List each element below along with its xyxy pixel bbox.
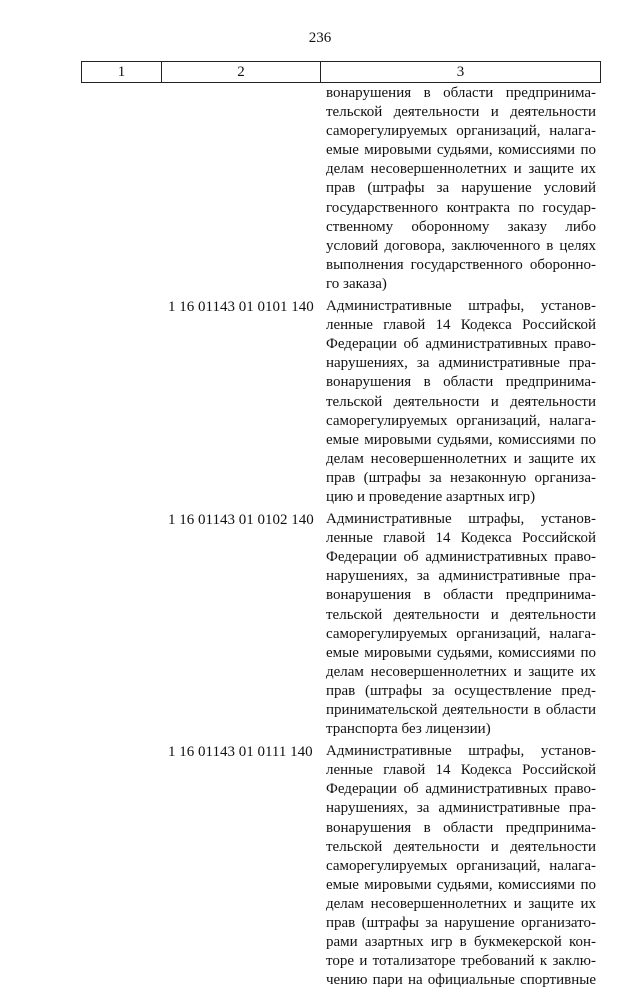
- description-line: нарушениях, за административные пра-: [326, 355, 596, 372]
- description-line: прав (штрафы за нарушение условий: [326, 180, 596, 197]
- description-line: Административные штрафы, установ-: [326, 743, 596, 760]
- row-description: [326, 84, 596, 294]
- description-line: условий договора, заключенного в целях: [326, 237, 596, 254]
- description-line: емые мировыми судьями, комиссиями по: [326, 142, 596, 159]
- description-line: торе и тотализаторе требований к заклю-: [326, 953, 596, 970]
- table-row: [0, 297, 640, 507]
- description-line: тельской деятельности и деятельности: [326, 838, 596, 855]
- description-line: Федерации об административных право-: [326, 336, 596, 353]
- description-line: Административные штрафы, установ-: [326, 511, 596, 528]
- description-line: нарушениях, за административные пра-: [326, 800, 596, 817]
- description-line: Административные штрафы, установ-: [326, 298, 596, 315]
- column-header-2: 2: [162, 62, 321, 82]
- description-line: прав (штрафы за незаконную организа-: [326, 469, 596, 486]
- budget-code: 1 16 01143 01 0102 140: [168, 512, 314, 529]
- description-line: ленные главой 14 Кодекса Российской: [326, 762, 596, 779]
- row-description: [326, 297, 596, 507]
- description-line: тельской деятельности и деятельности: [326, 393, 596, 410]
- description-line: саморегулируемых организаций, налага-: [326, 123, 596, 140]
- description-line: саморегулируемых организаций, налага-: [326, 625, 596, 642]
- column-header-1: 1: [82, 62, 162, 82]
- table-row: [0, 84, 640, 294]
- description-line: го заказа): [326, 275, 387, 292]
- description-line: выполнения государственного оборонно-: [326, 256, 596, 273]
- column-header-3: 3: [456, 64, 465, 80]
- description-line: принимательской деятельности в области: [326, 702, 596, 718]
- description-line: чению пари на официальные спортивные: [326, 972, 596, 989]
- budget-code: 1 16 01143 01 0101 140: [168, 299, 314, 316]
- table-body: [0, 84, 640, 990]
- table-header: [81, 61, 601, 83]
- description-line: емые мировыми судьями, комиссиями по: [326, 431, 596, 448]
- description-line: саморегулируемых организаций, налага-: [326, 857, 596, 874]
- description-line: емые мировыми судьями, комиссиями по: [326, 876, 596, 893]
- description-line: вонарушения в области предпринима-: [326, 85, 596, 101]
- description-line: нарушениях, за административные пра-: [326, 568, 596, 585]
- table-row: [0, 742, 640, 990]
- page-number: 236: [308, 30, 332, 46]
- description-line: прав (штрафы за осуществление пред-: [326, 682, 596, 699]
- description-line: Федерации об административных право-: [326, 549, 596, 566]
- description-line: делам несовершеннолетних и защите их: [326, 663, 596, 680]
- row-description: [326, 510, 596, 739]
- row-description: [326, 742, 596, 990]
- description-line: прав (штрафы за нарушение организато-: [326, 915, 596, 932]
- description-line: ленные главой 14 Кодекса Российской: [326, 530, 596, 547]
- description-line: тельской деятельности и деятельности: [326, 606, 596, 623]
- description-line: делам несовершеннолетних и защите их: [326, 450, 596, 467]
- description-line: вонарушения в области предпринима-: [326, 587, 596, 604]
- description-line: ленные главой 14 Кодекса Российской: [326, 317, 596, 334]
- description-line: вонарушения в области предпринима-: [326, 374, 596, 391]
- description-line: саморегулируемых организаций, налага-: [326, 412, 596, 429]
- table-row: [0, 510, 640, 739]
- description-line: ственному оборонному заказу либо: [326, 218, 596, 235]
- description-line: транспорта без лицензии): [326, 721, 491, 738]
- description-line: вонарушения в области предпринима-: [326, 819, 596, 836]
- description-line: государственного контракта по государ-: [326, 199, 596, 216]
- description-line: Федерации об административных право-: [326, 781, 596, 798]
- description-line: рами азартных игр в букмекерской кон-: [326, 934, 596, 951]
- description-line: емые мировыми судьями, комиссиями по: [326, 644, 596, 661]
- description-line: делам несовершеннолетних и защите их: [326, 895, 596, 912]
- budget-code: 1 16 01143 01 0111 140: [168, 744, 313, 761]
- description-line: цию и проведение азартных игр): [326, 488, 536, 505]
- description-line: делам несовершеннолетних и защите их: [326, 161, 596, 178]
- description-line: тельской деятельности и деятельности: [326, 104, 596, 121]
